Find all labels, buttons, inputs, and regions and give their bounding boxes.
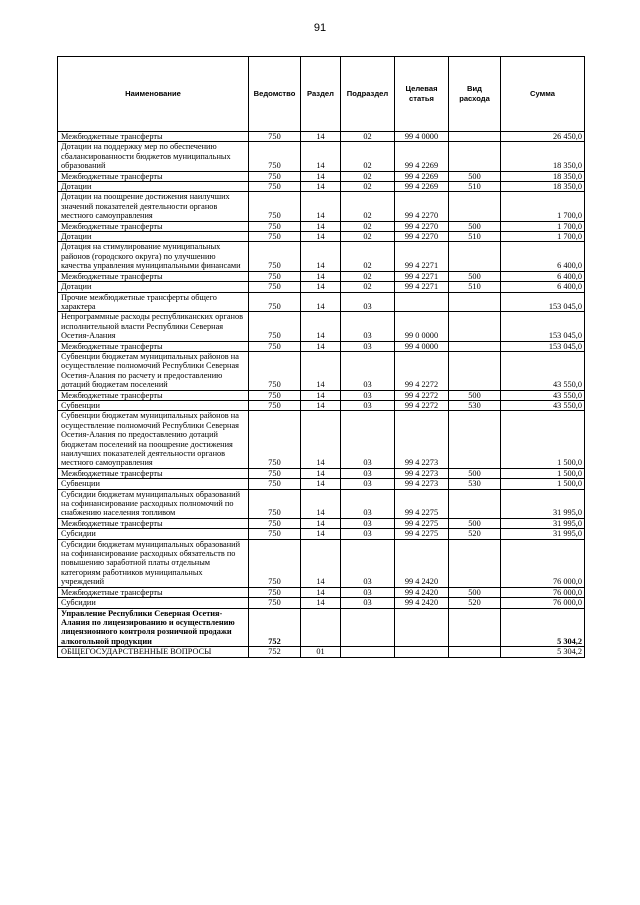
row-department: 752 [249, 608, 301, 647]
row-name: Межбюджетные трансферты [58, 132, 249, 142]
row-subsection: 03 [341, 539, 395, 587]
row-expense-type: 500 [449, 518, 501, 528]
row-article: 99 4 0000 [395, 132, 449, 142]
row-name: Управление Республики Северная Осетия-Алания по лицензированию и осуществлению лицензионного контроля розничной продажи алкогольной продукции [58, 608, 249, 647]
row-department: 750 [249, 312, 301, 341]
row-section: 14 [301, 232, 341, 242]
row-section: 14 [301, 132, 341, 142]
row-expense-type: 500 [449, 468, 501, 478]
column-header-subsection: Подраздел [341, 57, 395, 132]
row-section [301, 608, 341, 647]
table-row [58, 182, 585, 192]
table-row [58, 221, 585, 231]
row-subsection: 02 [341, 271, 395, 281]
row-department: 750 [249, 539, 301, 587]
table-row [58, 312, 585, 341]
row-name: Межбюджетные трансферты [58, 468, 249, 478]
row-article: 99 4 2420 [395, 587, 449, 597]
row-amount: 1 500,0 [501, 468, 585, 478]
row-expense-type: 530 [449, 400, 501, 410]
row-section: 14 [301, 221, 341, 231]
row-amount: 18 350,0 [501, 142, 585, 171]
row-section: 14 [301, 479, 341, 489]
row-name: Субсидии [58, 529, 249, 539]
table-row [58, 647, 585, 657]
row-subsection: 03 [341, 351, 395, 390]
budget-table [57, 56, 585, 658]
table-row [58, 192, 585, 221]
row-article: 99 4 2270 [395, 221, 449, 231]
table-row [58, 587, 585, 597]
row-subsection: 02 [341, 192, 395, 221]
row-subsection: 02 [341, 221, 395, 231]
table-row [58, 282, 585, 292]
row-subsection: 03 [341, 390, 395, 400]
table-row [58, 479, 585, 489]
row-subsection: 03 [341, 529, 395, 539]
row-section: 14 [301, 489, 341, 518]
row-amount: 6 400,0 [501, 271, 585, 281]
column-header-section: Раздел [301, 57, 341, 132]
row-name: Дотации [58, 182, 249, 192]
row-section: 14 [301, 587, 341, 597]
row-department: 750 [249, 171, 301, 181]
row-article: 99 4 2272 [395, 400, 449, 410]
row-section: 01 [301, 647, 341, 657]
row-subsection: 03 [341, 312, 395, 341]
table-row [58, 132, 585, 142]
row-expense-type: 510 [449, 282, 501, 292]
row-amount: 18 350,0 [501, 182, 585, 192]
row-name: Субвенции бюджетам муниципальных районов на осуществление полномочий Республики Северная Осетия-Алания по предоставлению дотаций бюджетам поселений на поощрение достижения наилучших показателей деятельности органов местного самоуправления [58, 411, 249, 468]
row-article: 99 4 2269 [395, 142, 449, 171]
row-name: Дотации [58, 282, 249, 292]
row-subsection: 02 [341, 142, 395, 171]
row-department: 750 [249, 282, 301, 292]
row-name: Субсидии бюджетам муниципальных образований на софинансирование расходных обязательств по повышению заработной платы отдельным категориям работников муниципальных учреждений [58, 539, 249, 587]
row-subsection: 02 [341, 282, 395, 292]
row-name: Межбюджетные трансферты [58, 171, 249, 181]
row-amount: 18 350,0 [501, 171, 585, 181]
row-amount: 31 995,0 [501, 529, 585, 539]
row-name: Межбюджетные трансферты [58, 518, 249, 528]
row-department: 750 [249, 400, 301, 410]
row-amount: 153 045,0 [501, 312, 585, 341]
row-amount: 6 400,0 [501, 242, 585, 271]
row-section: 14 [301, 271, 341, 281]
row-section: 14 [301, 192, 341, 221]
row-article: 99 4 2420 [395, 539, 449, 587]
row-department: 750 [249, 479, 301, 489]
row-department: 750 [249, 232, 301, 242]
row-article: 99 4 2272 [395, 351, 449, 390]
row-name: Субвенции [58, 400, 249, 410]
row-amount: 6 400,0 [501, 282, 585, 292]
row-department: 750 [249, 351, 301, 390]
row-section: 14 [301, 341, 341, 351]
row-amount: 76 000,0 [501, 587, 585, 597]
row-expense-type: 530 [449, 479, 501, 489]
table-row [58, 489, 585, 518]
row-subsection: 02 [341, 232, 395, 242]
table-row [58, 539, 585, 587]
row-expense-type: 510 [449, 232, 501, 242]
table-row [58, 351, 585, 390]
row-section: 14 [301, 400, 341, 410]
row-section: 14 [301, 292, 341, 312]
row-amount: 1 500,0 [501, 479, 585, 489]
row-name: ОБЩЕГОСУДАРСТВЕННЫЕ ВОПРОСЫ [58, 647, 249, 657]
row-subsection [341, 647, 395, 657]
row-article [395, 608, 449, 647]
row-expense-type [449, 341, 501, 351]
row-article [395, 292, 449, 312]
row-section: 14 [301, 529, 341, 539]
row-article: 99 4 2269 [395, 171, 449, 181]
row-amount: 31 995,0 [501, 489, 585, 518]
row-article [395, 647, 449, 657]
column-header-amount: Сумма [501, 57, 585, 132]
row-section: 14 [301, 312, 341, 341]
row-name: Межбюджетные трансферты [58, 221, 249, 231]
row-subsection: 03 [341, 411, 395, 468]
row-article: 99 4 2271 [395, 282, 449, 292]
table-row [58, 468, 585, 478]
row-expense-type [449, 242, 501, 271]
row-department: 750 [249, 587, 301, 597]
row-name: Субвенции бюджетам муниципальных районов на осуществление полномочий Республики Северная Осетия-Алания по расчету и предоставлению дотаций бюджетам поселений [58, 351, 249, 390]
row-section: 14 [301, 282, 341, 292]
row-subsection: 03 [341, 341, 395, 351]
row-section: 14 [301, 171, 341, 181]
row-department: 750 [249, 598, 301, 608]
row-amount: 76 000,0 [501, 539, 585, 587]
row-subsection: 02 [341, 242, 395, 271]
column-header-expense-type: Вид расхода [449, 57, 501, 132]
row-subsection: 03 [341, 598, 395, 608]
row-name: Субсидии [58, 598, 249, 608]
table-row [58, 400, 585, 410]
row-department: 750 [249, 271, 301, 281]
row-article: 99 4 2272 [395, 390, 449, 400]
row-subsection: 02 [341, 182, 395, 192]
row-amount: 31 995,0 [501, 518, 585, 528]
row-article: 99 4 2270 [395, 192, 449, 221]
row-expense-type: 500 [449, 587, 501, 597]
row-amount: 5 304,2 [501, 608, 585, 647]
table-row [58, 411, 585, 468]
row-name: Дотации на поддержку мер по обеспечению сбалансированности бюджетов муниципальных образований [58, 142, 249, 171]
row-subsection: 03 [341, 518, 395, 528]
row-section: 14 [301, 518, 341, 528]
row-subsection [341, 608, 395, 647]
row-article: 99 4 2273 [395, 479, 449, 489]
row-expense-type: 500 [449, 390, 501, 400]
table-row [58, 529, 585, 539]
row-subsection: 03 [341, 400, 395, 410]
row-section: 14 [301, 598, 341, 608]
row-section: 14 [301, 242, 341, 271]
table-row [58, 598, 585, 608]
row-expense-type [449, 647, 501, 657]
row-subsection: 03 [341, 587, 395, 597]
row-department: 750 [249, 142, 301, 171]
row-amount: 1 500,0 [501, 411, 585, 468]
table-row [58, 390, 585, 400]
row-expense-type [449, 142, 501, 171]
row-subsection: 02 [341, 171, 395, 181]
row-amount: 43 550,0 [501, 351, 585, 390]
row-expense-type [449, 192, 501, 221]
table-row [58, 271, 585, 281]
row-article: 99 4 2273 [395, 468, 449, 478]
row-amount: 1 700,0 [501, 192, 585, 221]
row-section: 14 [301, 411, 341, 468]
row-name: Прочие межбюджетные трансферты общего характера [58, 292, 249, 312]
table-row [58, 171, 585, 181]
column-header-article: Целевая статья [395, 57, 449, 132]
table-row [58, 232, 585, 242]
row-department: 750 [249, 292, 301, 312]
table-row [58, 608, 585, 647]
row-name: Дотация на стимулирование муниципальных районов (городского округа) по улучшению качества управления муниципальными финансами [58, 242, 249, 271]
row-expense-type [449, 312, 501, 341]
row-department: 750 [249, 182, 301, 192]
row-expense-type [449, 351, 501, 390]
row-article: 99 4 2275 [395, 489, 449, 518]
row-expense-type [449, 292, 501, 312]
row-article: 99 4 0000 [395, 341, 449, 351]
row-name: Дотации [58, 232, 249, 242]
row-section: 14 [301, 351, 341, 390]
table-header-row [58, 57, 585, 132]
row-subsection: 03 [341, 468, 395, 478]
table-row [58, 518, 585, 528]
row-expense-type [449, 608, 501, 647]
row-amount: 76 000,0 [501, 598, 585, 608]
row-department: 750 [249, 242, 301, 271]
row-amount: 43 550,0 [501, 390, 585, 400]
row-name: Субсидии бюджетам муниципальных образований на софинансирование расходных полномочий по снабжению населения топливом [58, 489, 249, 518]
row-name: Непрограммные расходы республиканских органов исполнительной власти Республики Северная Осетия-Алания [58, 312, 249, 341]
row-subsection: 03 [341, 489, 395, 518]
row-amount: 1 700,0 [501, 232, 585, 242]
column-header-department: Ведомство [249, 57, 301, 132]
row-amount: 26 450,0 [501, 132, 585, 142]
row-section: 14 [301, 390, 341, 400]
row-section: 14 [301, 468, 341, 478]
row-expense-type [449, 411, 501, 468]
row-article: 99 4 2270 [395, 232, 449, 242]
row-department: 750 [249, 132, 301, 142]
row-expense-type: 520 [449, 598, 501, 608]
row-name: Дотации на поощрение достижения наилучших значений показателей деятельности органов местного самоуправления [58, 192, 249, 221]
row-article: 99 4 2269 [395, 182, 449, 192]
table-row [58, 142, 585, 171]
row-expense-type: 500 [449, 171, 501, 181]
row-article: 99 4 2271 [395, 271, 449, 281]
row-name: Межбюджетные трансферты [58, 341, 249, 351]
row-department: 750 [249, 192, 301, 221]
row-department: 750 [249, 489, 301, 518]
row-expense-type [449, 489, 501, 518]
row-department: 750 [249, 341, 301, 351]
row-name: Субвенции [58, 479, 249, 489]
row-article: 99 4 2271 [395, 242, 449, 271]
table-row [58, 341, 585, 351]
row-amount: 1 700,0 [501, 221, 585, 231]
row-expense-type [449, 132, 501, 142]
row-department: 750 [249, 390, 301, 400]
row-subsection: 03 [341, 479, 395, 489]
row-article: 99 4 2275 [395, 529, 449, 539]
row-section: 14 [301, 539, 341, 587]
row-article: 99 4 2420 [395, 598, 449, 608]
row-subsection: 02 [341, 132, 395, 142]
row-expense-type: 500 [449, 221, 501, 231]
row-expense-type: 500 [449, 271, 501, 281]
row-amount: 5 304,2 [501, 647, 585, 657]
page-number: 91 [313, 22, 327, 34]
row-department: 750 [249, 221, 301, 231]
row-section: 14 [301, 182, 341, 192]
row-name: Межбюджетные трансферты [58, 271, 249, 281]
row-article: 99 0 0000 [395, 312, 449, 341]
row-expense-type: 510 [449, 182, 501, 192]
row-article: 99 4 2273 [395, 411, 449, 468]
column-header-name: Наименование [58, 57, 249, 132]
table-row [58, 242, 585, 271]
row-department: 750 [249, 468, 301, 478]
row-name: Межбюджетные трансферты [58, 390, 249, 400]
row-name: Межбюджетные трансферты [58, 587, 249, 597]
row-amount: 43 550,0 [501, 400, 585, 410]
row-expense-type: 520 [449, 529, 501, 539]
row-article: 99 4 2275 [395, 518, 449, 528]
row-section: 14 [301, 142, 341, 171]
row-subsection: 03 [341, 292, 395, 312]
row-department: 750 [249, 518, 301, 528]
row-department: 750 [249, 411, 301, 468]
table-body [58, 132, 585, 658]
row-expense-type [449, 539, 501, 587]
row-amount: 153 045,0 [501, 341, 585, 351]
row-department: 750 [249, 529, 301, 539]
row-amount: 153 045,0 [501, 292, 585, 312]
row-department: 752 [249, 647, 301, 657]
table-row [58, 292, 585, 312]
